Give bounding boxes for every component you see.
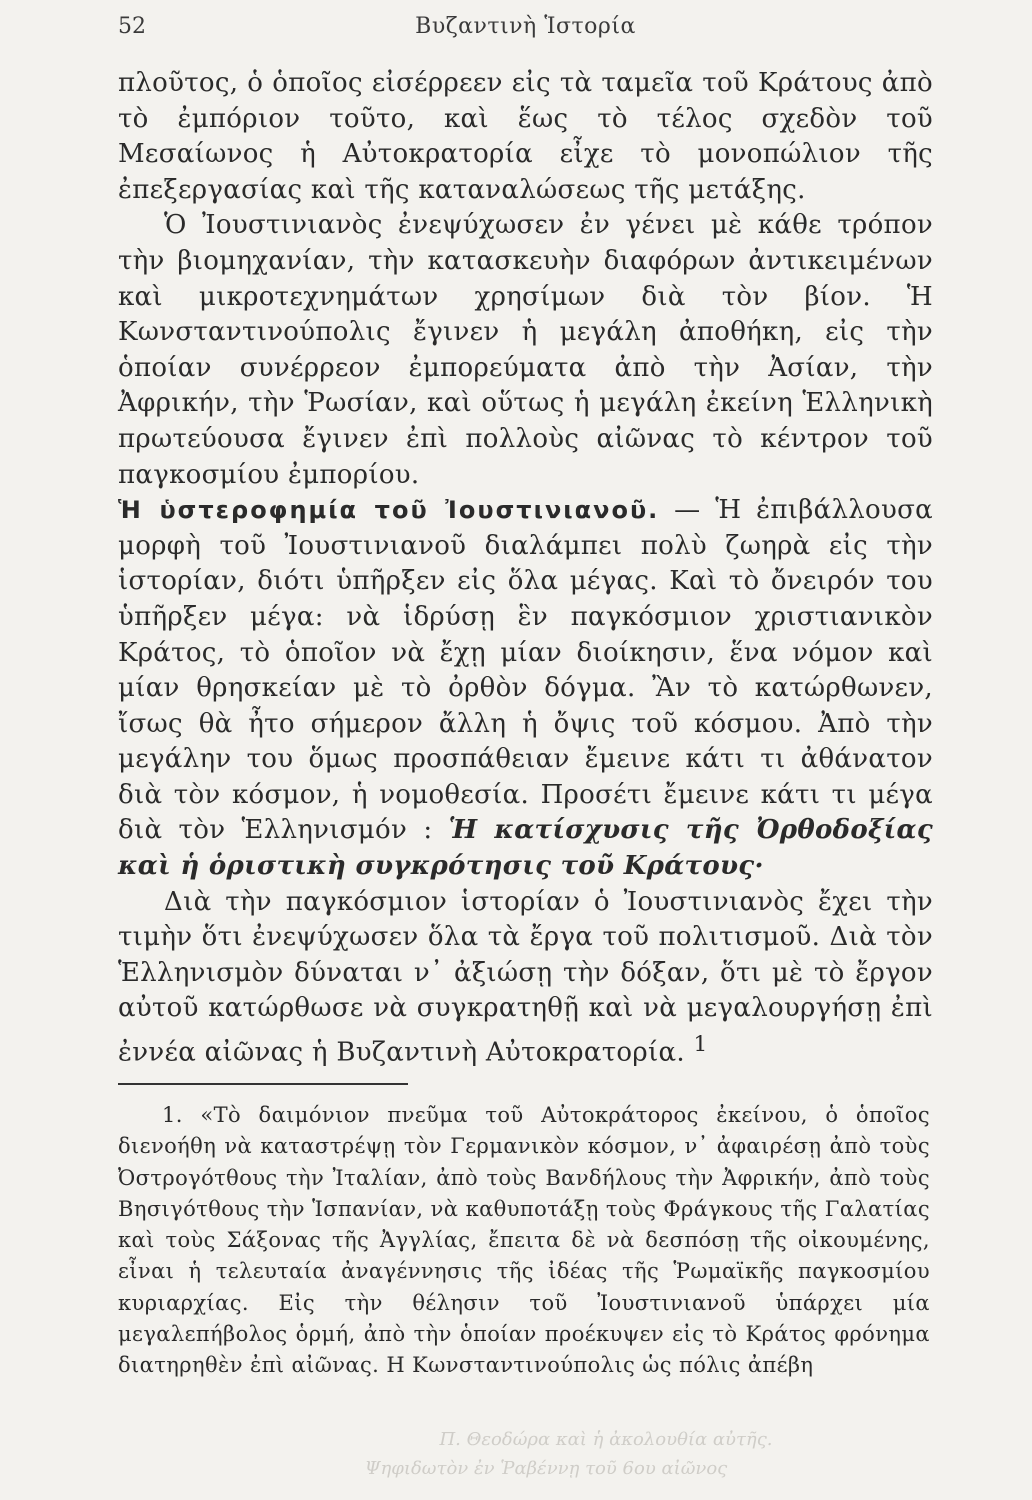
page-number: 52 [118,14,146,39]
main-text [118,66,933,1071]
paragraph-3 [118,493,933,885]
footnote-reference: 1 [693,1032,708,1058]
paragraph-4 [118,885,933,1072]
page-header [118,14,933,48]
paragraph-4-text: Διὰ τὴν παγκόσμιον ἱστορίαν ὁ Ἰουστινιανὸς ἔχει τὴν τιμὴν ὅτι ἐνεψύχωσεν ὅλα τὰ ἔργα τοῦ πολιτισμοῦ. Διὰ τὸν Ἑλληνισμὸν δύναται ν᾽ ἀξιώσῃ τὴν δόξαν, ὅτι μὲ τὸ ἔργον αὐτοῦ κατώρθωσε νὰ συγκρατηθῇ καὶ νὰ μεγαλουργήσῃ ἐπὶ ἐννέα αἰῶνας ἡ Βυζαντινὴ Αὐτοκρατορία. [118,886,933,1068]
emphasized-phrase: Ἡ κατίσχυσις τῆς Ὀρθοδοξίας καὶ ἡ ὁριστικὴ συγκρότησις τοῦ Κράτους· [118,815,933,882]
footnote-separator [118,1083,408,1085]
footnote-text: 1. «Τὸ δαιμόνιον πνεῦμα τοῦ Αὐτοκράτορος ἐκείνου, ὁ ὁποῖος διενοήθη νὰ καταστρέψῃ τὸν Γερμανικὸν κόσμον, ν᾽ ἀφαιρέσῃ ἀπὸ τοὺς Ὀστρογότθους τὴν Ἰταλίαν, ἀπὸ τοὺς Βανδήλους τὴν Ἀφρικήν, ἀπὸ τοὺς Βησιγότθους τὴν Ἱσπανίαν, νὰ καθυποτάξῃ τοὺς Φράγκους τῆς Γαλατίας καὶ τοὺς Σάξονας τῆς Ἀγγλίας, ἔπειτα δὲ νὰ δεσπόσῃ τῆς οἰκουμένης, εἶναι ἡ τελευταία ἀναγέννησις τῆς ἰδέας τῆς Ῥωμαϊκῆς παγκοσμίου κυριαρχίας. Εἰς τὴν θέλησιν τοῦ Ἰουστινιανοῦ ὑπάρχει μία μεγαλεπήβολος ὁρμή, ἀπὸ τὴν ὁποίαν προέκυψεν εἰς τὸ Κράτος φρόνημα διατηρηθὲν ἐπὶ αἰῶνας. Η Κωνσταντινούπολις ὡς πόλις ἀπέβη [118,1103,930,1378]
running-title: Βυζαντινὴ Ἱστορία [415,14,636,39]
paragraph-2: Ὁ Ἰουστινιανὸς ἐνεψύχωσεν ἐν γένει μὲ κάθε τρόπον τὴν βιομηχανίαν, τὴν κατασκευὴν διαφόρων ἀντικειμένων καὶ μικροτεχνημάτων χρησίμων διὰ τὸν βίον. Ἡ Κωνσταντινούπολις ἔγινεν ἡ μεγάλη ἀποθήκη, εἰς τὴν ὁποίαν συνέρρεον ἐμπορεύματα ἀπὸ τὴν Ἀσίαν, τὴν Ἀφρικήν, τὴν Ῥωσίαν, καὶ οὕτως ἡ μεγάλη ἐκείνη Ἑλληνικὴ πρωτεύουσα ἔγινεν ἐπὶ πολλοὺς αἰῶνας τὸ κέντρον τοῦ παγκοσμίου ἐμπορίου. [118,210,933,490]
paragraph-3-text: — Ἡ ἐπιβάλλουσα μορφὴ τοῦ Ἰουστινιανοῦ διαλάμπει πολὺ ζωηρὰ εἰς τὴν ἱστορίαν, διότι ὑπῆρξεν εἰς ὅλα μέγας. Καὶ τὸ ὄνειρόν του ὑπῆρξεν μέγα: νὰ ἱδρύσῃ ἓν παγκόσμιον χριστιανικὸν Κράτος, τὸ ὁποῖον νὰ ἔχῃ μίαν διοίκησιν, ἕνα νόμον καὶ μίαν θρησκείαν μὲ τὸ ὀρθὸν δόγμα. Ἂν τὸ κατώρθωνεν, ἴσως θὰ ἦτο σήμερον ἄλλη ἡ ὄψις τοῦ κόσμου. Ἀπὸ τὴν μεγάλην του ὅμως προσπάθειαν ἔμεινε κάτι τι ἀθάνατον διὰ τὸν κόσμον, ἡ νομοθεσία. Προσέτι ἔμεινε κάτι τι μέγα διὰ τὸν Ἑλληνισμόν : [118,495,934,846]
bleed-through-caption-1: Π. Θεοδώρα καὶ ἡ ἀκολουθία αὐτῆς. [439,1429,773,1450]
section-subheading: Ἡ ὑστεροφημία τοῦ Ἰουστινιανοῦ. [118,496,660,525]
bleed-through-caption-2: Ψηφιδωτὸν ἐν Ῥαβέννῃ τοῦ 6ου αἰῶνος [364,1458,728,1479]
footnote [118,1100,930,1382]
paragraph-1: πλοῦτος, ὁ ὁποῖος εἰσέρρεεν εἰς τὰ ταμεῖα τοῦ Κράτους ἀπὸ τὸ ἐμπόριον τοῦτο, καὶ ἕως τὸ τέλος σχεδὸν τοῦ Μεσαίωνος ἡ Αὐτοκρατορία εἶχε τὸ μονοπώλιον τῆς ἐπεξεργασίας καὶ τῆς καταναλώσεως τῆς μετάξης. [118,68,933,205]
